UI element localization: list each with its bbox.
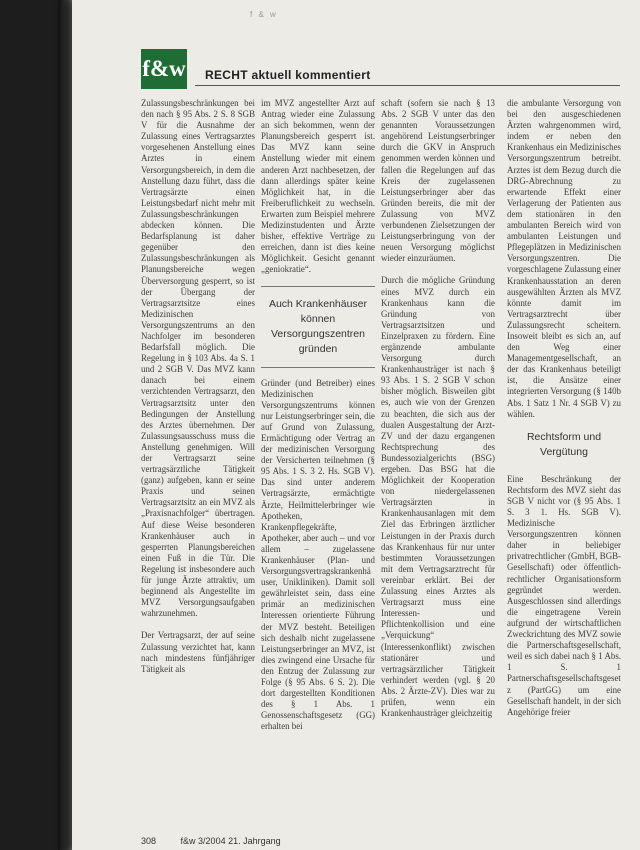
paragraph: Durch die mögliche Gründung eines MVZ durch ein Krankenhaus kann die Gründung von Vertragsarztsitzen und Einzelpraxen zu fördern. Eine ergänzende ambulante Versorgung durch Krankenhausträger ist nach § 93 Abs. 1 S. 2 SGB V schon bisher möglich. Bisweilen gibt es, auch wie von der Grenzen zu beachten, die sich aus der dualen Ausgestaltung der Arzt-ZV und der dazu ergangenen Rechtsprechung des Bundessozialgerichts (BSG) ergeben. Das BSG hat die Möglichkeit der Kooperation von niedergelassenen Vertragsärzten in Krankenhausanlagen mit dem Ziel das Erbringen ärztlicher Leistungen in der Praxis durch das Krankenhaus für nur unter bestimmten Voraussetzungen mit dem Vertragsarztrecht für vereinbar erklärt. Bei der Zulassung eines Arztes als Vertragsarzt muss eine Interessen- und Pflichtenkollision und eine „Verquickung“ (Interessenkonflikt) zwischen stationärer und vertragsärztlicher Tätigkeit verhindert werden (vgl. § 20 Abs. 2 Ärzte-ZV). Dies war zu prüfen, wenn ein Krankenhausträger gleichzeitig xyxy=(381,275,495,719)
paragraph: Gründer (und Betreiber) eines Medizinischen Versorgungszentrums können nur Leistungserbringer sein, die auf Grund von Zulassung, Ermächtigung oder Vertrag an der medizinischen Versorgung der Versicherten teilnehmen (§ 95 Abs. 1 S. 3 2. Hs. SGB V). Das sind unter anderem Vertragsärzte, ermächtigte Ärzte, Heilmittelerbringer wie Apotheken, Krankenpflegekräfte, Apotheker, aber auch – und vor allem – zugelassene Krankenhäuser (Plan- und Versorgungsvertragskrankenhäuser, Unikliniken). Damit soll gewährleistet sein, dass eine primär an medizinischen Interessen orientierte Führung der MVZ besteht. Beteiligen sich deshalb nicht zugelassene Leistungserbringer an MVZ, ist dies zwingend eine Ursache für den Entzug der Zulassung zur Folge (§ 95 Abs. 6 S. 2). Die dort dargestellten Konditionen des § 1 Abs. 1 Genossenschaftsgesetz (GG) erhalten bei xyxy=(261,377,375,732)
paragraph: schaft (sofern sie nach § 13 Abs. 2 SGB V unter das den genannten Voraussetzungen angehörend Leistungserbringer durch die GKV in Anspruch genommen werden können und fallen die Regelungen auf das Kreis der zugelassenen Leistungserbringer aber das Gründen bereits, die mit der Zulassung von MVZ verbundenen Zielsetzungen der Leistungserbringung von der neuen Versorgung möglichst wieder einzuräumen. xyxy=(381,98,495,264)
rubric-title: RECHT aktuell kommentiert xyxy=(205,68,371,82)
section-heading: Auch Krankenhäuser können Versorgungszentren gründen xyxy=(261,286,375,368)
page-number: 308 xyxy=(141,836,157,846)
journal-logo: f&w xyxy=(141,49,187,89)
column-3 xyxy=(381,98,495,719)
column-4 xyxy=(507,98,621,718)
issue-info: f&w 3/2004 21. Jahrgang xyxy=(180,836,281,846)
paragraph: im MVZ angestellter Arzt auf Antrag wieder eine Zulassung an sich bekommen, wenn der Planungsbereich gesperrt ist. Das MVZ kann seine Anstellung wieder mit einem anderen Arzt nachbesetzen, der dann allerdings später keine Möglichkeit hat, in die Freiberuflichkeit zu wechseln. Erwarten zum Beispiel mehrere Medizinstudenten und Ärzte bisher, effektive Verträge zu erreichen, dann ist dies keine Möglichkeit. Gesicht genannt „geniokratie“. xyxy=(261,98,375,275)
paragraph: Eine Beschränkung der Rechtsform des MVZ sieht das SGB V nicht vor (§ 95 Abs. 1 S. 3 1. Hs. SGB V). Medizinische Versorgungszentren können daher in beliebiger privatrechtlicher (GmbH, BGB-Gesellschaft) oder öffentlich-rechtlicher Organisationsform gegründet werden. Ausgeschlossen sind allerdings die eingetragene Verein aufgrund der wirtschaftlichen Zweckrichtung des MVZ sowie die Partnerschaftsgesellschaft, weil es sich dabei nach § 1 Abs. 1 S. 1 Partnerschaftsgesellschaftsgesetz (PartGG) um eine Gesellschaft handelt, in der sich Angehörige freier xyxy=(507,473,621,717)
paragraph: die ambulante Versorgung von bei den ausgeschiedenen Ärzten wahrgenommen wird, indem er neben den Krankenhaus ein Medizinisches Versorgungszentrum betreibt. Arztes ist dem Bezug durch die DRG-Abrechnung zu erwartende Effekt einer Verlagerung der Patienten aus dem stationären in den ambulanten Bereich wird von ambulanten Leistungen und Pflegeplätzen in Medizinischen Versorgungszentren. Die vorgeschlagene Zulassung einer Krankenhausstation an deren ausgewählten Ärzten als MVZ könnte damit im Vertragsarztrecht über Zulassungsrecht scheitern. Insoweit bleibt es sich an, auf den Weg einer Managementgesellschaft, an der das Krankenhaus beteiligt ist, die Ansätze einer integrierten Versorgung (§ 140b Abs. 1 Satz 1 Nr. 4 SGB V) zu wählen. xyxy=(507,98,621,419)
running-head: f & w xyxy=(250,10,278,19)
paragraph: Der Vertragsarzt, der auf seine Zulassung verzichtet hat, kann nach mindestens fünfjähriger Tätigkeit als xyxy=(141,630,255,674)
page-footer xyxy=(141,836,303,846)
rubric-divider xyxy=(195,85,620,86)
section-heading: Rechtsform und Vergütung xyxy=(526,430,602,458)
column-1 xyxy=(141,98,255,675)
paragraph: Zulassungsbeschränkungen bei den nach § 95 Abs. 2 S. 8 SGB V für die Ausnahme der Zulassung eines Vertragsarztes vorgesehenen Anstellung eines Arztes in einem Versorgungsbereich, in dem die Anstellung dazu führt, dass die Vertragsärzte einen Leistungsbedarf nicht mehr mit Zulassungsbeschränkungen abdecken können. Die Bedarfsplanung ist daher gegenüber den Zulassungsbeschränkungen als Planungsbereiche wegen Überversorgung gesperrt, so ist der Übergang der Vertragsarztsitze eines Medizinischen Versorgungszentrums an den Nachfolger im besonderen Bedarfsfall möglich. Die Regelung in § 103 Abs. 4a S. 1 und 2 SGB V. Das MVZ kann danach bei einem verzichtenden Vertragsarzt, den Vertragsarztsitz unter den Bedingungen der Anstellung des Arztes übernehmen. Der Zulassungsausschuss muss die Anstellung genehmigen. Will der Vertragsarzt seine vertragsärztliche Tätigkeit (ganz) aufgeben, kann er seine Praxis und seinen Vertragsarztsitz an ein MVZ als „Praxisnachfolger“ übertragen. Auf diese Weise besonderen Krankenhäuser auch in gesperrten Planungsbereichen einen Fuß in die Tür. Die Regelung ist insbesondere auch für junge Ärzte attraktiv, um beginnend als Angestellte im MVZ Versorgungsaufgaben wahrzunehmen. xyxy=(141,98,255,619)
column-2 xyxy=(261,98,375,733)
